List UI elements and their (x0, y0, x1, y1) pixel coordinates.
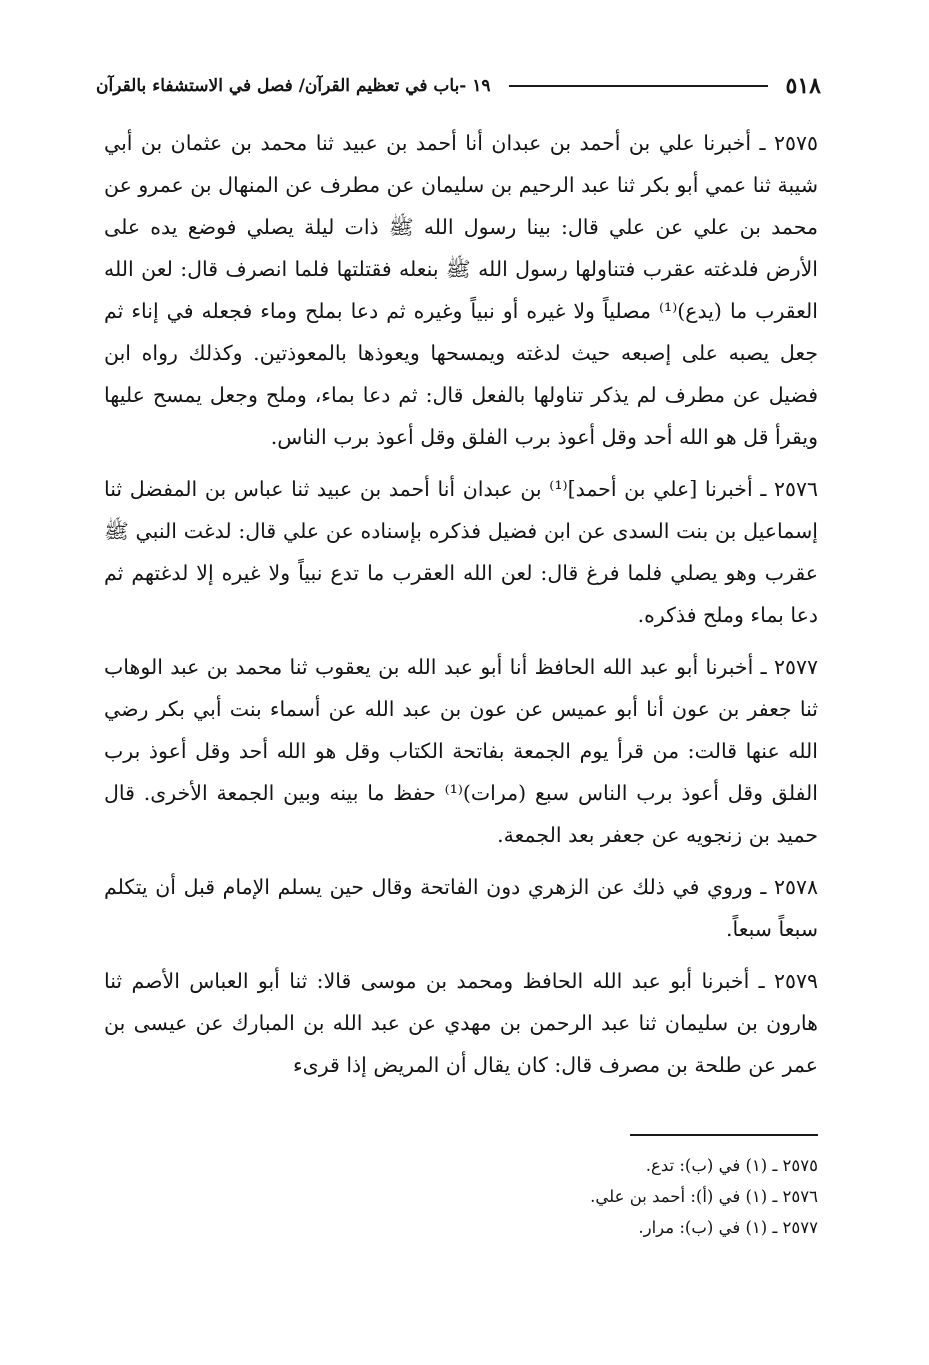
hadith-paragraph-2577: ٢٥٧٧ ـ أخبرنا أبو عبد الله الحافظ أنا أبو عبد الله بن يعقوب ثنا محمد بن عبد الوهاب ثنا جعفر بن عون أنا أبو عميس عن عون بن عبد الله عن أسماء بنت أبي بكر رضي الله عنها قالت: من قرأ يوم الجمعة بفاتحة الكتاب وقل هو الله أحد وقل أعوذ برب الفلق وقل أعوذ برب الناس سبع (مرات)⁽¹⁾ حفظ ما بينه وبين الجمعة الأخرى. قال حميد بن زنجويه عن جعفر بعد الجمعة. (104, 655, 818, 847)
hadith-paragraph-2579: ٢٥٧٩ ـ أخبرنا أبو عبد الله الحافظ ومحمد بن موسى قالا: ثنا أبو العباس الأصم ثنا هارون بن سليمان ثنا عبد الرحمن بن مهدي عن عبد الله بن المبارك عن عيسى بن عمر عن طلحة بن مصرف قال: كان يقال أن المريض إذا قرىء (104, 969, 818, 1077)
footnote-2575: ٢٥٧٥ ـ (١) في (ب): تدع. (645, 1156, 818, 1175)
hadith-paragraph-2576: ٢٥٧٦ ـ أخبرنا [علي بن أحمد]⁽¹⁾ بن عبدان أنا أحمد بن عبيد ثنا عباس بن المفضل ثنا إسماعيل بن بنت السدى عن ابن فضيل فذكره بإسناده عن علي قال: لدغت النبي ﷺ عقرب وهو يصلي فلما فرغ قال: لعن الله العقرب ما تدع نبياً ولا غيره إلا لدغتهم ثم دعا بماء وملح فذكره. (104, 477, 818, 627)
header-rule (509, 85, 768, 87)
hadith-paragraph-2578: ٢٥٧٨ ـ وروي في ذلك عن الزهري دون الفاتحة وقال حين يسلم الإمام قبل أن يتكلم سبعاً سبعاً. (104, 875, 818, 941)
footnote-separator (630, 1134, 818, 1136)
chapter-title: ١٩ -باب في تعظيم القرآن/ فصل في الاستشفاء بالقرآن (96, 76, 491, 96)
footnotes (104, 1150, 818, 1243)
footnote-2577: ٢٥٧٧ ـ (١) في (ب): مرار. (638, 1218, 818, 1237)
main-text (104, 122, 818, 1096)
running-header (96, 68, 821, 104)
footnote-2576: ٢٥٧٦ ـ (١) في (أ): أحمد بن علي. (590, 1187, 818, 1206)
hadith-paragraph-2575: ٢٥٧٥ ـ أخبرنا علي بن أحمد بن عبدان أنا أحمد بن عبيد ثنا محمد بن عثمان بن أبي شيبة ثنا عمي أبو بكر ثنا عبد الرحيم بن سليمان عن مطرف عن المنهال بن عمرو عن محمد بن علي عن علي قال: بينا رسول الله ﷺ ذات ليلة يصلي فوضع يده على الأرض فلدغته عقرب فتناولها رسول الله ﷺ بنعله فقتلتها فلما انصرف قال: لعن الله العقرب ما (يدع)⁽¹⁾ مصلياً ولا غيره أو نبياً وغيره ثم دعا بملح وماء فجعله في إناء ثم جعل يصبه على إصبعه حيث لدغته ويمسحها ويعوذها بالمعوذتين. وكذلك رواه ابن فضيل عن مطرف لم يذكر تناولها بالفعل قال: ثم دعا بماء، وملح وجعل يمسح عليها ويقرأ قل هو الله أحد وقل أعوذ برب الفلق وقل أعوذ برب الناس. (104, 131, 818, 449)
page-number: ٥١٨ (785, 73, 821, 99)
